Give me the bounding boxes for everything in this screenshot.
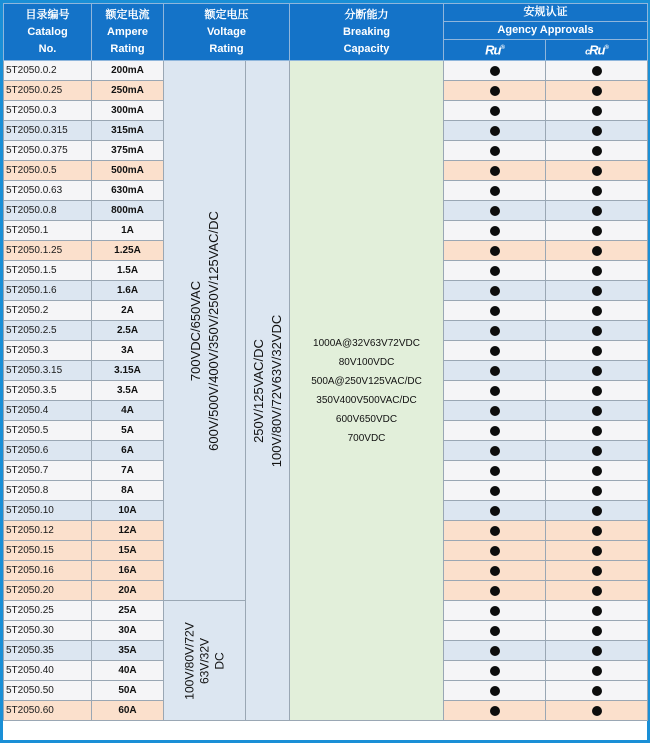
filled-dot-icon xyxy=(490,166,500,176)
filled-dot-icon xyxy=(490,506,500,516)
catalog-cell: 5T2050.15 xyxy=(4,541,92,561)
approval-ur-cell xyxy=(444,501,546,521)
catalog-cell: 5T2050.35 xyxy=(4,641,92,661)
ampere-cell: 1A xyxy=(92,221,164,241)
approval-ur-cell xyxy=(444,381,546,401)
approval-cur-cell xyxy=(546,481,648,501)
catalog-cell: 5T2050.3.5 xyxy=(4,381,92,401)
approval-ur-cell xyxy=(444,121,546,141)
header-approval-cur xyxy=(546,40,648,61)
ampere-cell: 315mA xyxy=(92,121,164,141)
approval-ur-cell xyxy=(444,241,546,261)
header-catalog: 目录编号 Catalog No. xyxy=(4,4,92,61)
ampere-cell: 3A xyxy=(92,341,164,361)
approval-cur-cell xyxy=(546,681,648,701)
ampere-cell: 5A xyxy=(92,421,164,441)
approval-ur-cell xyxy=(444,701,546,721)
filled-dot-icon xyxy=(592,606,602,616)
filled-dot-icon xyxy=(490,546,500,556)
filled-dot-icon xyxy=(592,146,602,156)
approval-cur-cell xyxy=(546,701,648,721)
approval-ur-cell xyxy=(444,161,546,181)
approval-ur-cell xyxy=(444,141,546,161)
ampere-cell: 16A xyxy=(92,561,164,581)
filled-dot-icon xyxy=(592,326,602,336)
ampere-cell: 35A xyxy=(92,641,164,661)
filled-dot-icon xyxy=(490,346,500,356)
header-agency-en: Agency Approvals xyxy=(444,22,648,40)
approval-cur-cell xyxy=(546,321,648,341)
catalog-cell: 5T2050.0.8 xyxy=(4,201,92,221)
filled-dot-icon xyxy=(592,526,602,536)
approval-ur-cell xyxy=(444,561,546,581)
filled-dot-icon xyxy=(592,106,602,116)
ampere-cell: 300mA xyxy=(92,101,164,121)
approval-ur-cell xyxy=(444,461,546,481)
ampere-cell: 15A xyxy=(92,541,164,561)
ampere-cell: 2.5A xyxy=(92,321,164,341)
approval-ur-cell xyxy=(444,221,546,241)
approval-ur-cell xyxy=(444,481,546,501)
filled-dot-icon xyxy=(592,486,602,496)
ampere-cell: 10A xyxy=(92,501,164,521)
filled-dot-icon xyxy=(490,126,500,136)
catalog-cell: 5T2050.40 xyxy=(4,661,92,681)
approval-ur-cell xyxy=(444,421,546,441)
approval-cur-cell xyxy=(546,441,648,461)
header-approval-ur xyxy=(444,40,546,61)
catalog-cell: 5T2050.3 xyxy=(4,341,92,361)
filled-dot-icon xyxy=(592,646,602,656)
approval-ur-cell xyxy=(444,201,546,221)
filled-dot-icon xyxy=(592,86,602,96)
approval-cur-cell xyxy=(546,461,648,481)
catalog-cell: 5T2050.10 xyxy=(4,501,92,521)
catalog-cell: 5T2050.50 xyxy=(4,681,92,701)
ampere-cell: 6A xyxy=(92,441,164,461)
filled-dot-icon xyxy=(490,226,500,236)
catalog-cell: 5T2050.1.25 xyxy=(4,241,92,261)
filled-dot-icon xyxy=(490,686,500,696)
filled-dot-icon xyxy=(490,526,500,536)
approval-ur-cell xyxy=(444,621,546,641)
approval-cur-cell xyxy=(546,181,648,201)
approval-ur-cell xyxy=(444,661,546,681)
catalog-cell: 5T2050.25 xyxy=(4,601,92,621)
cur-recognized-icon: cRu® xyxy=(585,42,608,58)
catalog-cell: 5T2050.7 xyxy=(4,461,92,481)
catalog-cell: 5T2050.0.375 xyxy=(4,141,92,161)
approval-cur-cell xyxy=(546,601,648,621)
filled-dot-icon xyxy=(592,686,602,696)
filled-dot-icon xyxy=(490,446,500,456)
filled-dot-icon xyxy=(592,126,602,136)
approval-ur-cell xyxy=(444,441,546,461)
filled-dot-icon xyxy=(592,666,602,676)
catalog-cell: 5T2050.4 xyxy=(4,401,92,421)
filled-dot-icon xyxy=(490,66,500,76)
approval-cur-cell xyxy=(546,101,648,121)
approval-ur-cell xyxy=(444,521,546,541)
approval-cur-cell xyxy=(546,561,648,581)
filled-dot-icon xyxy=(592,66,602,76)
ampere-cell: 12A xyxy=(92,521,164,541)
approval-ur-cell xyxy=(444,601,546,621)
catalog-cell: 5T2050.1 xyxy=(4,221,92,241)
filled-dot-icon xyxy=(592,586,602,596)
filled-dot-icon xyxy=(490,146,500,156)
filled-dot-icon xyxy=(592,346,602,356)
approval-cur-cell xyxy=(546,581,648,601)
approval-cur-cell xyxy=(546,421,648,441)
table-row xyxy=(4,61,648,81)
catalog-cell: 5T2050.20 xyxy=(4,581,92,601)
approval-cur-cell xyxy=(546,381,648,401)
approval-cur-cell xyxy=(546,161,648,181)
approval-cur-cell xyxy=(546,61,648,81)
filled-dot-icon xyxy=(592,366,602,376)
catalog-cell: 5T2050.0.3 xyxy=(4,101,92,121)
catalog-cell: 5T2050.2.5 xyxy=(4,321,92,341)
approval-ur-cell xyxy=(444,581,546,601)
filled-dot-icon xyxy=(490,666,500,676)
ampere-cell: 1.6A xyxy=(92,281,164,301)
approval-cur-cell xyxy=(546,81,648,101)
filled-dot-icon xyxy=(490,186,500,196)
fuse-spec-table xyxy=(3,3,648,721)
filled-dot-icon xyxy=(490,606,500,616)
ampere-cell: 25A xyxy=(92,601,164,621)
approval-cur-cell xyxy=(546,261,648,281)
ampere-cell: 8A xyxy=(92,481,164,501)
filled-dot-icon xyxy=(592,286,602,296)
ampere-cell: 630mA xyxy=(92,181,164,201)
ampere-cell: 375mA xyxy=(92,141,164,161)
approval-ur-cell xyxy=(444,61,546,81)
approval-ur-cell xyxy=(444,361,546,381)
ampere-cell: 1.5A xyxy=(92,261,164,281)
approval-cur-cell xyxy=(546,361,648,381)
filled-dot-icon xyxy=(490,386,500,396)
ampere-cell: 800mA xyxy=(92,201,164,221)
ampere-cell: 30A xyxy=(92,621,164,641)
approval-cur-cell xyxy=(546,221,648,241)
approval-ur-cell xyxy=(444,301,546,321)
approval-cur-cell xyxy=(546,281,648,301)
filled-dot-icon xyxy=(490,306,500,316)
approval-ur-cell xyxy=(444,401,546,421)
filled-dot-icon xyxy=(490,246,500,256)
approval-ur-cell xyxy=(444,281,546,301)
filled-dot-icon xyxy=(592,246,602,256)
voltage-group-c: 250V/125VAC/DC 100V/80V/72V63V/32VDC xyxy=(246,61,290,721)
filled-dot-icon xyxy=(592,426,602,436)
ampere-cell: 2A xyxy=(92,301,164,321)
filled-dot-icon xyxy=(592,546,602,556)
approval-cur-cell xyxy=(546,501,648,521)
header-ampere: 额定电流 Ampere Rating xyxy=(92,4,164,61)
ampere-cell: 200mA xyxy=(92,61,164,81)
ampere-cell: 4A xyxy=(92,401,164,421)
catalog-cell: 5T2050.5 xyxy=(4,421,92,441)
header-breaking: 分断能力 Breaking Capacity xyxy=(290,4,444,61)
breaking-capacity-cell: 1000A@32V63V72VDC 80V100VDC 500A@250V125VAC/DC 350V400V500VAC/DC 600V650VDC 700VDC xyxy=(290,61,444,721)
ampere-cell: 1.25A xyxy=(92,241,164,261)
approval-cur-cell xyxy=(546,121,648,141)
filled-dot-icon xyxy=(490,626,500,636)
ampere-cell: 3.5A xyxy=(92,381,164,401)
filled-dot-icon xyxy=(490,486,500,496)
filled-dot-icon xyxy=(592,266,602,276)
filled-dot-icon xyxy=(592,386,602,396)
filled-dot-icon xyxy=(592,406,602,416)
filled-dot-icon xyxy=(490,206,500,216)
ur-recognized-icon: Ru® xyxy=(485,42,504,58)
catalog-cell: 5T2050.0.5 xyxy=(4,161,92,181)
filled-dot-icon xyxy=(592,506,602,516)
catalog-cell: 5T2050.0.2 xyxy=(4,61,92,81)
filled-dot-icon xyxy=(490,466,500,476)
ampere-cell: 250mA xyxy=(92,81,164,101)
approval-ur-cell xyxy=(444,341,546,361)
filled-dot-icon xyxy=(490,106,500,116)
catalog-cell: 5T2050.60 xyxy=(4,701,92,721)
filled-dot-icon xyxy=(490,566,500,576)
filled-dot-icon xyxy=(490,266,500,276)
filled-dot-icon xyxy=(592,206,602,216)
approval-ur-cell xyxy=(444,101,546,121)
approval-ur-cell xyxy=(444,541,546,561)
filled-dot-icon xyxy=(592,466,602,476)
ampere-cell: 7A xyxy=(92,461,164,481)
filled-dot-icon xyxy=(592,186,602,196)
approval-cur-cell xyxy=(546,541,648,561)
approval-ur-cell xyxy=(444,321,546,341)
approval-cur-cell xyxy=(546,521,648,541)
approval-ur-cell xyxy=(444,81,546,101)
header-agency: 安规认证 xyxy=(444,4,648,22)
approval-ur-cell xyxy=(444,641,546,661)
catalog-cell: 5T2050.12 xyxy=(4,521,92,541)
approval-cur-cell xyxy=(546,301,648,321)
filled-dot-icon xyxy=(490,326,500,336)
catalog-cell: 5T2050.8 xyxy=(4,481,92,501)
filled-dot-icon xyxy=(490,286,500,296)
approval-cur-cell xyxy=(546,341,648,361)
approval-cur-cell xyxy=(546,241,648,261)
filled-dot-icon xyxy=(490,646,500,656)
filled-dot-icon xyxy=(592,566,602,576)
approval-cur-cell xyxy=(546,141,648,161)
ampere-cell: 50A xyxy=(92,681,164,701)
catalog-cell: 5T2050.0.63 xyxy=(4,181,92,201)
approval-ur-cell xyxy=(444,681,546,701)
approval-cur-cell xyxy=(546,661,648,681)
catalog-cell: 5T2050.3.15 xyxy=(4,361,92,381)
filled-dot-icon xyxy=(490,86,500,96)
catalog-cell: 5T2050.30 xyxy=(4,621,92,641)
ampere-cell: 20A xyxy=(92,581,164,601)
catalog-cell: 5T2050.2 xyxy=(4,301,92,321)
ampere-cell: 60A xyxy=(92,701,164,721)
voltage-group-a: 700VDC/650VAC 600V/500V/400V/350V/250V/125VAC/DC xyxy=(164,61,246,601)
filled-dot-icon xyxy=(592,166,602,176)
catalog-cell: 5T2050.6 xyxy=(4,441,92,461)
filled-dot-icon xyxy=(592,706,602,716)
approval-cur-cell xyxy=(546,401,648,421)
ampere-cell: 3.15A xyxy=(92,361,164,381)
catalog-cell: 5T2050.1.5 xyxy=(4,261,92,281)
filled-dot-icon xyxy=(592,306,602,316)
filled-dot-icon xyxy=(592,226,602,236)
filled-dot-icon xyxy=(490,406,500,416)
catalog-cell: 5T2050.16 xyxy=(4,561,92,581)
ampere-cell: 40A xyxy=(92,661,164,681)
voltage-group-b: 100V/80V/72V 63V/32V DC xyxy=(164,601,246,721)
filled-dot-icon xyxy=(490,586,500,596)
filled-dot-icon xyxy=(490,706,500,716)
approval-ur-cell xyxy=(444,261,546,281)
filled-dot-icon xyxy=(490,366,500,376)
ampere-cell: 500mA xyxy=(92,161,164,181)
approval-cur-cell xyxy=(546,621,648,641)
filled-dot-icon xyxy=(490,426,500,436)
filled-dot-icon xyxy=(592,446,602,456)
catalog-cell: 5T2050.0.315 xyxy=(4,121,92,141)
approval-cur-cell xyxy=(546,201,648,221)
approval-cur-cell xyxy=(546,641,648,661)
header-row-main xyxy=(4,4,648,22)
header-voltage: 额定电压 Voltage Rating xyxy=(164,4,290,61)
filled-dot-icon xyxy=(592,626,602,636)
catalog-cell: 5T2050.1.6 xyxy=(4,281,92,301)
approval-ur-cell xyxy=(444,181,546,201)
catalog-cell: 5T2050.0.25 xyxy=(4,81,92,101)
